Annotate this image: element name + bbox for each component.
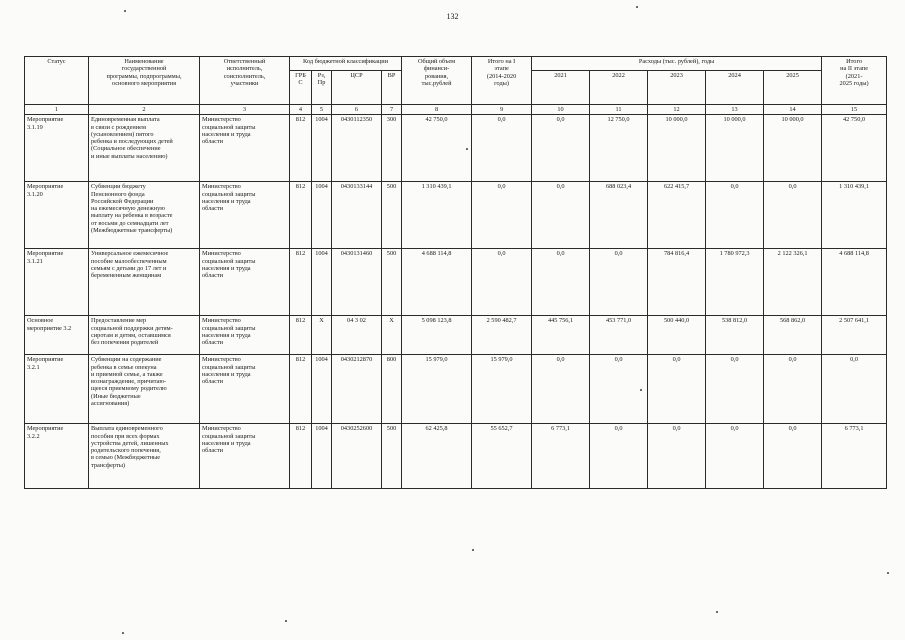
row-responsible: Министерство социальной защиты населения и труда области bbox=[200, 316, 290, 355]
row-name: Универсальное ежемесячное пособие малообеспеченным семьям с детьми до 17 лет и беремененным женщинам bbox=[89, 249, 200, 316]
column-number: 8 bbox=[402, 105, 472, 115]
row-status: Основное мероприятие 3.2 bbox=[25, 316, 89, 355]
row-total: 42 750,0 bbox=[402, 115, 472, 182]
header-stage1: Итого на I этапе (2014-2020 годы) bbox=[472, 57, 532, 105]
row-2025: 2 122 326,1 bbox=[764, 249, 822, 316]
row-2025: 568 862,0 bbox=[764, 316, 822, 355]
row-vr: 500 bbox=[382, 249, 402, 316]
row-stage2: 4 688 114,8 bbox=[822, 249, 887, 316]
row-2022: 0,0 bbox=[590, 249, 648, 316]
row-status: Мероприятие 3.2.2 bbox=[25, 424, 89, 489]
row-name: Субвенции на содержание ребенка в семье опекуна и приемной семье, а также вознаграждение, причитаю- щееся приемному родителю (Иные бюджетные ассигнования) bbox=[89, 355, 200, 424]
column-number-row bbox=[25, 105, 887, 115]
column-number: 4 bbox=[290, 105, 312, 115]
row-rzpr: 1004 bbox=[312, 249, 332, 316]
row-stage2: 42 750,0 bbox=[822, 115, 887, 182]
table-row bbox=[25, 355, 887, 424]
row-stage1: 0,0 bbox=[472, 249, 532, 316]
column-number: 3 bbox=[200, 105, 290, 115]
row-2024: 1 780 972,3 bbox=[706, 249, 764, 316]
scan-speck bbox=[636, 6, 638, 8]
scan-speck bbox=[640, 389, 642, 391]
table-row bbox=[25, 424, 887, 489]
column-number: 11 bbox=[590, 105, 648, 115]
row-2025: 0,0 bbox=[764, 182, 822, 249]
row-grbs: 812 bbox=[290, 355, 312, 424]
column-number: 2 bbox=[89, 105, 200, 115]
row-stage1: 0,0 bbox=[472, 115, 532, 182]
scan-speck bbox=[122, 632, 124, 634]
row-csr: 0430112350 bbox=[332, 115, 382, 182]
row-2022: 0,0 bbox=[590, 355, 648, 424]
row-vr: X bbox=[382, 316, 402, 355]
column-number: 9 bbox=[472, 105, 532, 115]
row-status: Мероприятие 3.1.21 bbox=[25, 249, 89, 316]
row-stage1: 2 590 482,7 bbox=[472, 316, 532, 355]
column-number: 14 bbox=[764, 105, 822, 115]
row-stage1: 15 979,0 bbox=[472, 355, 532, 424]
row-vr: 500 bbox=[382, 182, 402, 249]
row-total: 5 098 123,8 bbox=[402, 316, 472, 355]
row-csr: 0430131460 bbox=[332, 249, 382, 316]
column-number: 10 bbox=[532, 105, 590, 115]
row-2022: 0,0 bbox=[590, 424, 648, 489]
row-csr: 0430252600 bbox=[332, 424, 382, 489]
row-2025: 0,0 bbox=[764, 424, 822, 489]
row-grbs: 812 bbox=[290, 316, 312, 355]
budget-table bbox=[24, 56, 887, 489]
row-stage1: 55 652,7 bbox=[472, 424, 532, 489]
header-total-volume: Общий объем финанси- рования, тыс.рублей bbox=[402, 57, 472, 105]
row-2023: 784 816,4 bbox=[648, 249, 706, 316]
scan-speck bbox=[285, 620, 287, 622]
row-grbs: 812 bbox=[290, 249, 312, 316]
header-year-2025: 2025 bbox=[764, 71, 822, 105]
row-name: Выплата единовременного пособия при всех формах устройства детей, лишенных родительского попечения, в семью (Межбюджетные трансферты) bbox=[89, 424, 200, 489]
header-csr: ЦСР bbox=[332, 71, 382, 105]
scan-speck bbox=[124, 10, 126, 12]
row-grbs: 812 bbox=[290, 115, 312, 182]
table-row bbox=[25, 249, 887, 316]
header-name: Наименование государственной программы, подпрограммы, основного мероприятия bbox=[89, 57, 200, 105]
header-stage2: Итого на II этапе (2021- 2025 годы) bbox=[822, 57, 887, 105]
row-2024: 10 000,0 bbox=[706, 115, 764, 182]
row-2025: 0,0 bbox=[764, 355, 822, 424]
row-stage1: 0,0 bbox=[472, 182, 532, 249]
column-number: 12 bbox=[648, 105, 706, 115]
row-csr: 0430212870 bbox=[332, 355, 382, 424]
row-stage2: 1 310 439,1 bbox=[822, 182, 887, 249]
column-number: 1 bbox=[25, 105, 89, 115]
row-responsible: Министерство социальной защиты населения и труда области bbox=[200, 424, 290, 489]
header-status: Статус bbox=[25, 57, 89, 105]
table-row bbox=[25, 182, 887, 249]
scan-speck bbox=[472, 549, 474, 551]
header-responsible: Ответственный исполнитель, соисполнитель, участники bbox=[200, 57, 290, 105]
row-2025: 10 000,0 bbox=[764, 115, 822, 182]
row-total: 1 310 439,1 bbox=[402, 182, 472, 249]
row-grbs: 812 bbox=[290, 424, 312, 489]
column-number: 7 bbox=[382, 105, 402, 115]
page-number: 132 bbox=[446, 12, 459, 21]
row-2024: 0,0 bbox=[706, 424, 764, 489]
row-2021: 0,0 bbox=[532, 182, 590, 249]
row-2021: 0,0 bbox=[532, 249, 590, 316]
row-status: Мероприятие 3.1.20 bbox=[25, 182, 89, 249]
row-2023: 0,0 bbox=[648, 355, 706, 424]
header-year-2022: 2022 bbox=[590, 71, 648, 105]
row-responsible: Министерство социальной защиты населения и труда области bbox=[200, 115, 290, 182]
header-budget-code: Код бюджетной классификации bbox=[290, 57, 402, 71]
header-expenses: Расходы (тыс. рублей), годы bbox=[532, 57, 822, 71]
table-header bbox=[25, 57, 887, 115]
row-total: 62 425,8 bbox=[402, 424, 472, 489]
header-vr: ВР bbox=[382, 71, 402, 105]
header-grbs: ГРБ С bbox=[290, 71, 312, 105]
row-csr: 0430133144 bbox=[332, 182, 382, 249]
row-rzpr: 1004 bbox=[312, 115, 332, 182]
row-rzpr: X bbox=[312, 316, 332, 355]
row-rzpr: 1004 bbox=[312, 182, 332, 249]
row-2023: 622 415,7 bbox=[648, 182, 706, 249]
scan-speck bbox=[887, 572, 889, 574]
header-year-2023: 2023 bbox=[648, 71, 706, 105]
header-year-2021: 2021 bbox=[532, 71, 590, 105]
row-name: Единовременная выплата в связи с рождением (усыновлением) пятого ребенка и последующих детей (Социальное обеспечение и иные выплаты населению) bbox=[89, 115, 200, 182]
row-2024: 0,0 bbox=[706, 355, 764, 424]
row-vr: 300 bbox=[382, 115, 402, 182]
table-row bbox=[25, 115, 887, 182]
row-total: 15 979,0 bbox=[402, 355, 472, 424]
row-stage2: 0,0 bbox=[822, 355, 887, 424]
row-2021: 0,0 bbox=[532, 115, 590, 182]
row-2022: 12 750,0 bbox=[590, 115, 648, 182]
row-vr: 500 bbox=[382, 424, 402, 489]
row-name: Субвенции бюджету Пенсионного фонда Российской Федерации на ежемесячную денежную выплату на ребенка в возрасте от восьми до семнадцати лет (Межбюджетные трансферты) bbox=[89, 182, 200, 249]
row-responsible: Министерство социальной защиты населения и труда области bbox=[200, 355, 290, 424]
row-vr: 800 bbox=[382, 355, 402, 424]
scan-speck bbox=[466, 148, 468, 150]
scan-speck bbox=[716, 611, 718, 613]
row-2023: 0,0 bbox=[648, 424, 706, 489]
row-rzpr: 1004 bbox=[312, 424, 332, 489]
header-rzpr: Рз, Пр bbox=[312, 71, 332, 105]
row-responsible: Министерство социальной защиты населения и труда области bbox=[200, 249, 290, 316]
row-2024: 0,0 bbox=[706, 182, 764, 249]
column-number: 6 bbox=[332, 105, 382, 115]
column-number: 15 bbox=[822, 105, 887, 115]
table-row bbox=[25, 316, 887, 355]
row-2022: 688 023,4 bbox=[590, 182, 648, 249]
row-2021: 0,0 bbox=[532, 355, 590, 424]
row-csr: 04 3 02 bbox=[332, 316, 382, 355]
row-name: Предоставление мер социальной поддержки детям- сиротам и детям, оставшимся без попечения родителей bbox=[89, 316, 200, 355]
row-status: Мероприятие 3.1.19 bbox=[25, 115, 89, 182]
column-number: 13 bbox=[706, 105, 764, 115]
header-year-2024: 2024 bbox=[706, 71, 764, 105]
column-number: 5 bbox=[312, 105, 332, 115]
row-2023: 500 440,0 bbox=[648, 316, 706, 355]
row-2024: 538 812,0 bbox=[706, 316, 764, 355]
row-total: 4 688 114,8 bbox=[402, 249, 472, 316]
row-rzpr: 1004 bbox=[312, 355, 332, 424]
row-2023: 10 000,0 bbox=[648, 115, 706, 182]
row-stage2: 6 773,1 bbox=[822, 424, 887, 489]
row-2021: 6 773,1 bbox=[532, 424, 590, 489]
row-status: Мероприятие 3.2.1 bbox=[25, 355, 89, 424]
row-2021: 445 756,1 bbox=[532, 316, 590, 355]
row-grbs: 812 bbox=[290, 182, 312, 249]
row-2022: 453 771,0 bbox=[590, 316, 648, 355]
row-stage2: 2 507 641,1 bbox=[822, 316, 887, 355]
row-responsible: Министерство социальной защиты населения и труда области bbox=[200, 182, 290, 249]
